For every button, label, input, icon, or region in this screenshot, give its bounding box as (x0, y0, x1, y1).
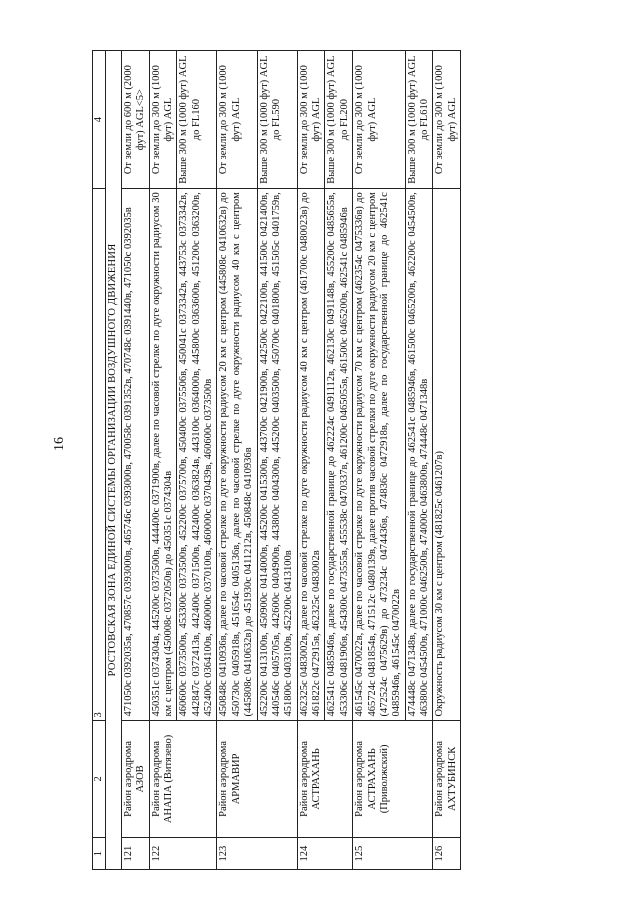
aerodrome-cell (297, 720, 353, 838)
boundary-coordinates: 462541с 0485946в, далее по государственной границе до 462224с 0491112в, 462130с 0491148в, 455200с 0485655в, 453306с 0481906в, 454300с 0473555в, 455538с 0470337в, 461200с 0465055в, 461500с 0465200в, 462541с 0485946в (325, 189, 353, 720)
page-number: 16 (52, 437, 67, 451)
aerodrome-cell (433, 720, 461, 838)
aerodrome-name: АСТРАХАНЬ (311, 748, 322, 810)
zone-title: РОСТОВСКАЯ ЗОНА ЕДИНОЙ СИСТЕМЫ ОРГАНИЗАЦИИ ВОЗДУШНОГО ДВИЖЕНИЯ (106, 51, 121, 870)
zone-title-row (106, 51, 121, 870)
header-col-4: 4 (93, 51, 106, 189)
vertical-limits: От земли до 300 м (1000 фут) AGL (353, 51, 406, 189)
aerodrome-cell (353, 720, 433, 838)
aerodrome-area-label: Район аэродрома (122, 740, 134, 817)
table-row (149, 51, 177, 870)
aerodrome-area-label: Район аэродрома (298, 740, 310, 817)
vertical-limits: От земли до 600 м (2000 фут) AGL<5> (121, 51, 149, 189)
table-row (297, 51, 325, 870)
row-number: 124 (297, 838, 353, 870)
vertical-limits: От земли до 300 м (1000 фут) AGL (217, 51, 257, 189)
vertical-limits: Выше 300 м (1000 фут) AGL до FL610 (405, 51, 433, 189)
aerodrome-name: АРМАВИР (230, 753, 242, 805)
aerodrome-name: АНАПА (Витязево) (162, 734, 174, 824)
row-number: 123 (217, 838, 297, 870)
boundary-coordinates: 474448с 0471348в, далее по государственной границе до 462541с 0485946в, 461500с 0465200в, 462200с 0454500в, 463800с 0454500в, 471000с 0462500в, 474000с 0463800в, 474448с 0471348в (405, 189, 433, 720)
aerodrome-area-label: Район аэродрома (150, 740, 162, 817)
header-col-2: 2 (93, 720, 106, 838)
table-row (217, 51, 257, 870)
aerodrome-name: АЗОВ (135, 765, 147, 793)
boundary-coordinates: Окружность радиусом 30 км с центром (481825с 0461207в) (433, 189, 461, 720)
table-row (121, 51, 149, 870)
vertical-limits: Выше 300 м (1000 фут) AGL до FL160 (177, 51, 217, 189)
header-row (93, 51, 106, 870)
aerodrome-cell (149, 720, 217, 838)
aerodrome-area-label: Район аэродрома (354, 740, 366, 817)
aerodrome-cell (217, 720, 297, 838)
table-row (433, 51, 461, 870)
vertical-limits: От земли до 300 м (1000 фут) AGL (149, 51, 177, 189)
vertical-limits: Выше 300 м (1000 фут) AGL до FL200 (325, 51, 353, 189)
table-row (353, 51, 406, 870)
boundary-coordinates: 471050с 0392035в, 470857с 0393000в, 465746с 0393000в, 470058с 0391352в, 470748с 0391440в, 471050с 0392035в (121, 189, 149, 720)
header-col-1: 1 (93, 838, 106, 870)
aerodrome-name: АХТУБИНСК (446, 746, 458, 812)
boundary-coordinates: 462325с 0483002в, далее по часовой стрелке по дуге окружности радиусом 40 км с центром (461700с 0480023в) до 461822с 0472915в, 462325с 0483002в (297, 189, 325, 720)
aerodrome-name: АСТРАХАНЬ (Приволжский) (366, 744, 390, 814)
row-number: 126 (433, 838, 461, 870)
boundary-coordinates: 452200с 0413100в, 450900с 0414000в, 445200с 0415300в, 443700с 0421900в, 442500с 0422100в, 441500с 0421400в, 440546с 0405705в, 442600с 0404900в, 443800с 0404300в, 445200с 0403500в, 450700с 0401800в, 451505с 0401759в, 451800с 0403100в, 452200с 0413100в (257, 189, 297, 720)
airspace-table (92, 50, 461, 870)
header-col-3: 3 (93, 189, 106, 720)
boundary-coordinates: 461545с 0470022в, далее по часовой стрелке по дуге окружности радиусом 70 км с центром (462354с 0475336в) до 465724с 0481854в, 471512с 0480139в, далее против часовой стрелки по дуге окружности радиусом 20 км с центром (472524с 0475629в) до 473234с 0474436в, 474836с 0472918в, далее по государственной границе до 462541с 0485946в, 461545с 0470022в (353, 189, 406, 720)
row-number: 122 (149, 838, 217, 870)
row-number: 121 (121, 838, 149, 870)
vertical-limits: От земли до 300 м (1000 фут) AGL (297, 51, 325, 189)
boundary-coordinates: 460600с 0373500в, 453300с 0373500в, 452200с 0375700в, 450400с 0375506в, 450041с 0373342в, 443753с 0373342в, 442847с 0372413в, 442400с 0371500в, 442400с 0363824в, 443100с 0364000в, 445800с 0363600в, 451200с 0363200в, 452400с 0364100в, 460000с 0370100в, 460000с 0370439в, 460600с 0373500в (177, 189, 217, 720)
row-number: 125 (353, 838, 433, 870)
boundary-coordinates: 450351с 0374304в, 445200с 0373500в, 444400с 0371900в, далее по часовой стрелке по дуге окружности радиусом 30 км с центром (450008с 0372050в) до 450351с 0374304в (149, 189, 177, 720)
airspace-table-container (92, 50, 612, 870)
vertical-limits: От земли до 300 м (1000 фут) AGL (433, 51, 461, 189)
vertical-limits: Выше 300 м (1000 фут) AGL до FL590 (257, 51, 297, 189)
aerodrome-area-label: Район аэродрома (218, 740, 230, 817)
boundary-coordinates: 450848с 0410936в, далее по часовой стрелке по дуге окружности радиусом 20 км с центром (445808с 0410632в) до 450730с 0405918в, 451654с 0405136в, далее по часовой стрелке по дуге окружности радиусом 40 км с центром (445808с 0410632в) до 451930с 0411212в, 450848с 0410936в (217, 189, 257, 720)
aerodrome-area-label: Район аэродрома (434, 740, 446, 817)
aerodrome-cell (121, 720, 149, 838)
